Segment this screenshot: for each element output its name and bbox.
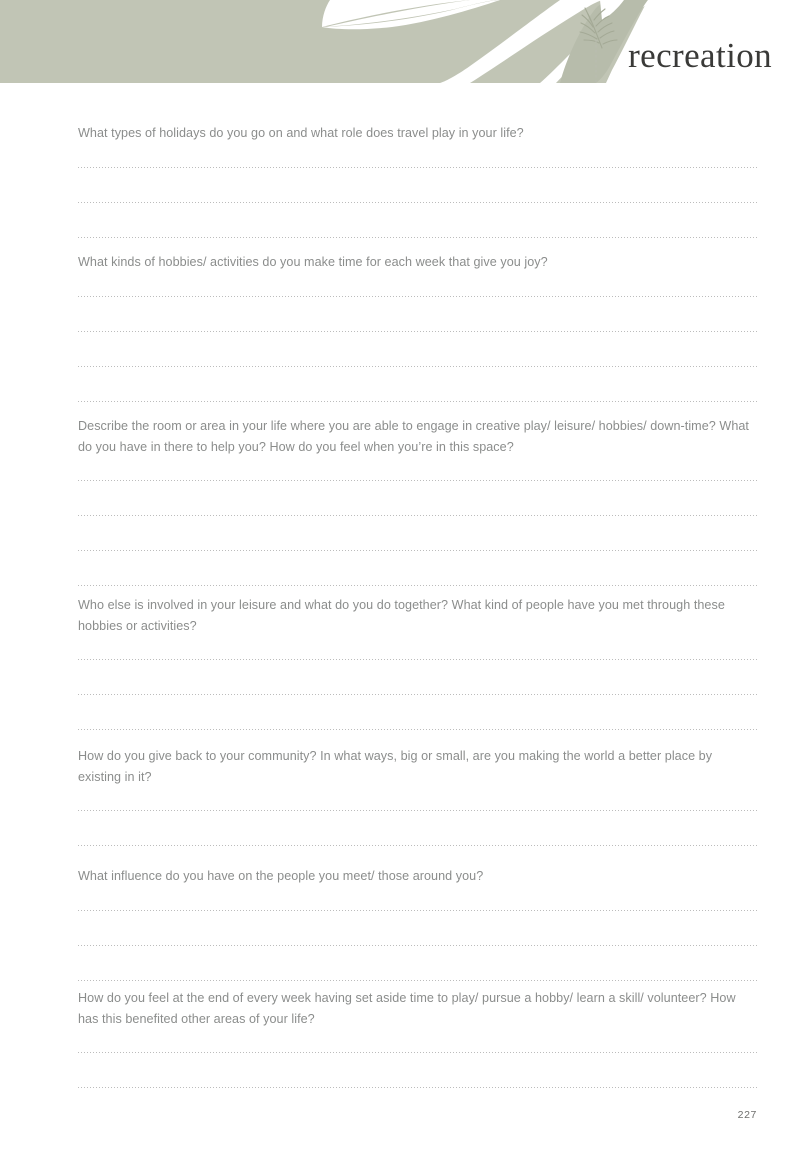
page-title: recreation [628,36,772,75]
writing-line[interactable] [78,910,758,911]
writing-line[interactable] [78,694,758,695]
question-text: How do you give back to your community? In what ways, big or small, are you making the world a better place by existing in it? [78,749,713,784]
question-text: What kinds of hobbies/ activities do you make time for each week that give you joy? [78,255,548,269]
writing-line[interactable] [78,401,758,402]
writing-line[interactable] [78,1087,758,1088]
writing-line[interactable] [78,331,758,332]
question-block [78,416,758,458]
writing-line[interactable] [78,296,758,297]
writing-line[interactable] [78,845,758,846]
question-block [78,866,758,887]
writing-line[interactable] [78,945,758,946]
question-text: Describe the room or area in your life where you are able to engage in creative play/ leisure/ hobbies/ down-time? What do you have in there to help you? How do you feel when you’re in this space? [78,419,749,454]
question-block [78,123,758,144]
writing-line[interactable] [78,202,758,203]
question-text: What influence do you have on the people you meet/ those around you? [78,869,484,883]
writing-line[interactable] [78,729,758,730]
writing-line[interactable] [78,480,758,481]
question-block [78,595,758,637]
question-text: Who else is involved in your leisure and what do you do together? What kind of people have you met through these hobbies or activities? [78,598,725,633]
writing-line[interactable] [78,366,758,367]
writing-line[interactable] [78,980,758,981]
writing-line[interactable] [78,167,758,168]
question-block [78,252,758,273]
writing-line[interactable] [78,1052,758,1053]
writing-line[interactable] [78,659,758,660]
question-text: How do you feel at the end of every week having set aside time to play/ pursue a hobby/ learn a skill/ volunteer? How has this benefited other areas of your life? [78,991,736,1026]
page-number: 227 [737,1109,757,1121]
question-text: What types of holidays do you go on and what role does travel play in your life? [78,126,524,140]
question-block [78,988,758,1030]
writing-line[interactable] [78,585,758,586]
question-block [78,746,758,788]
writing-line[interactable] [78,515,758,516]
writing-line[interactable] [78,810,758,811]
page-header [0,0,800,83]
writing-line[interactable] [78,237,758,238]
worksheet-body [0,83,800,1156]
writing-line[interactable] [78,550,758,551]
